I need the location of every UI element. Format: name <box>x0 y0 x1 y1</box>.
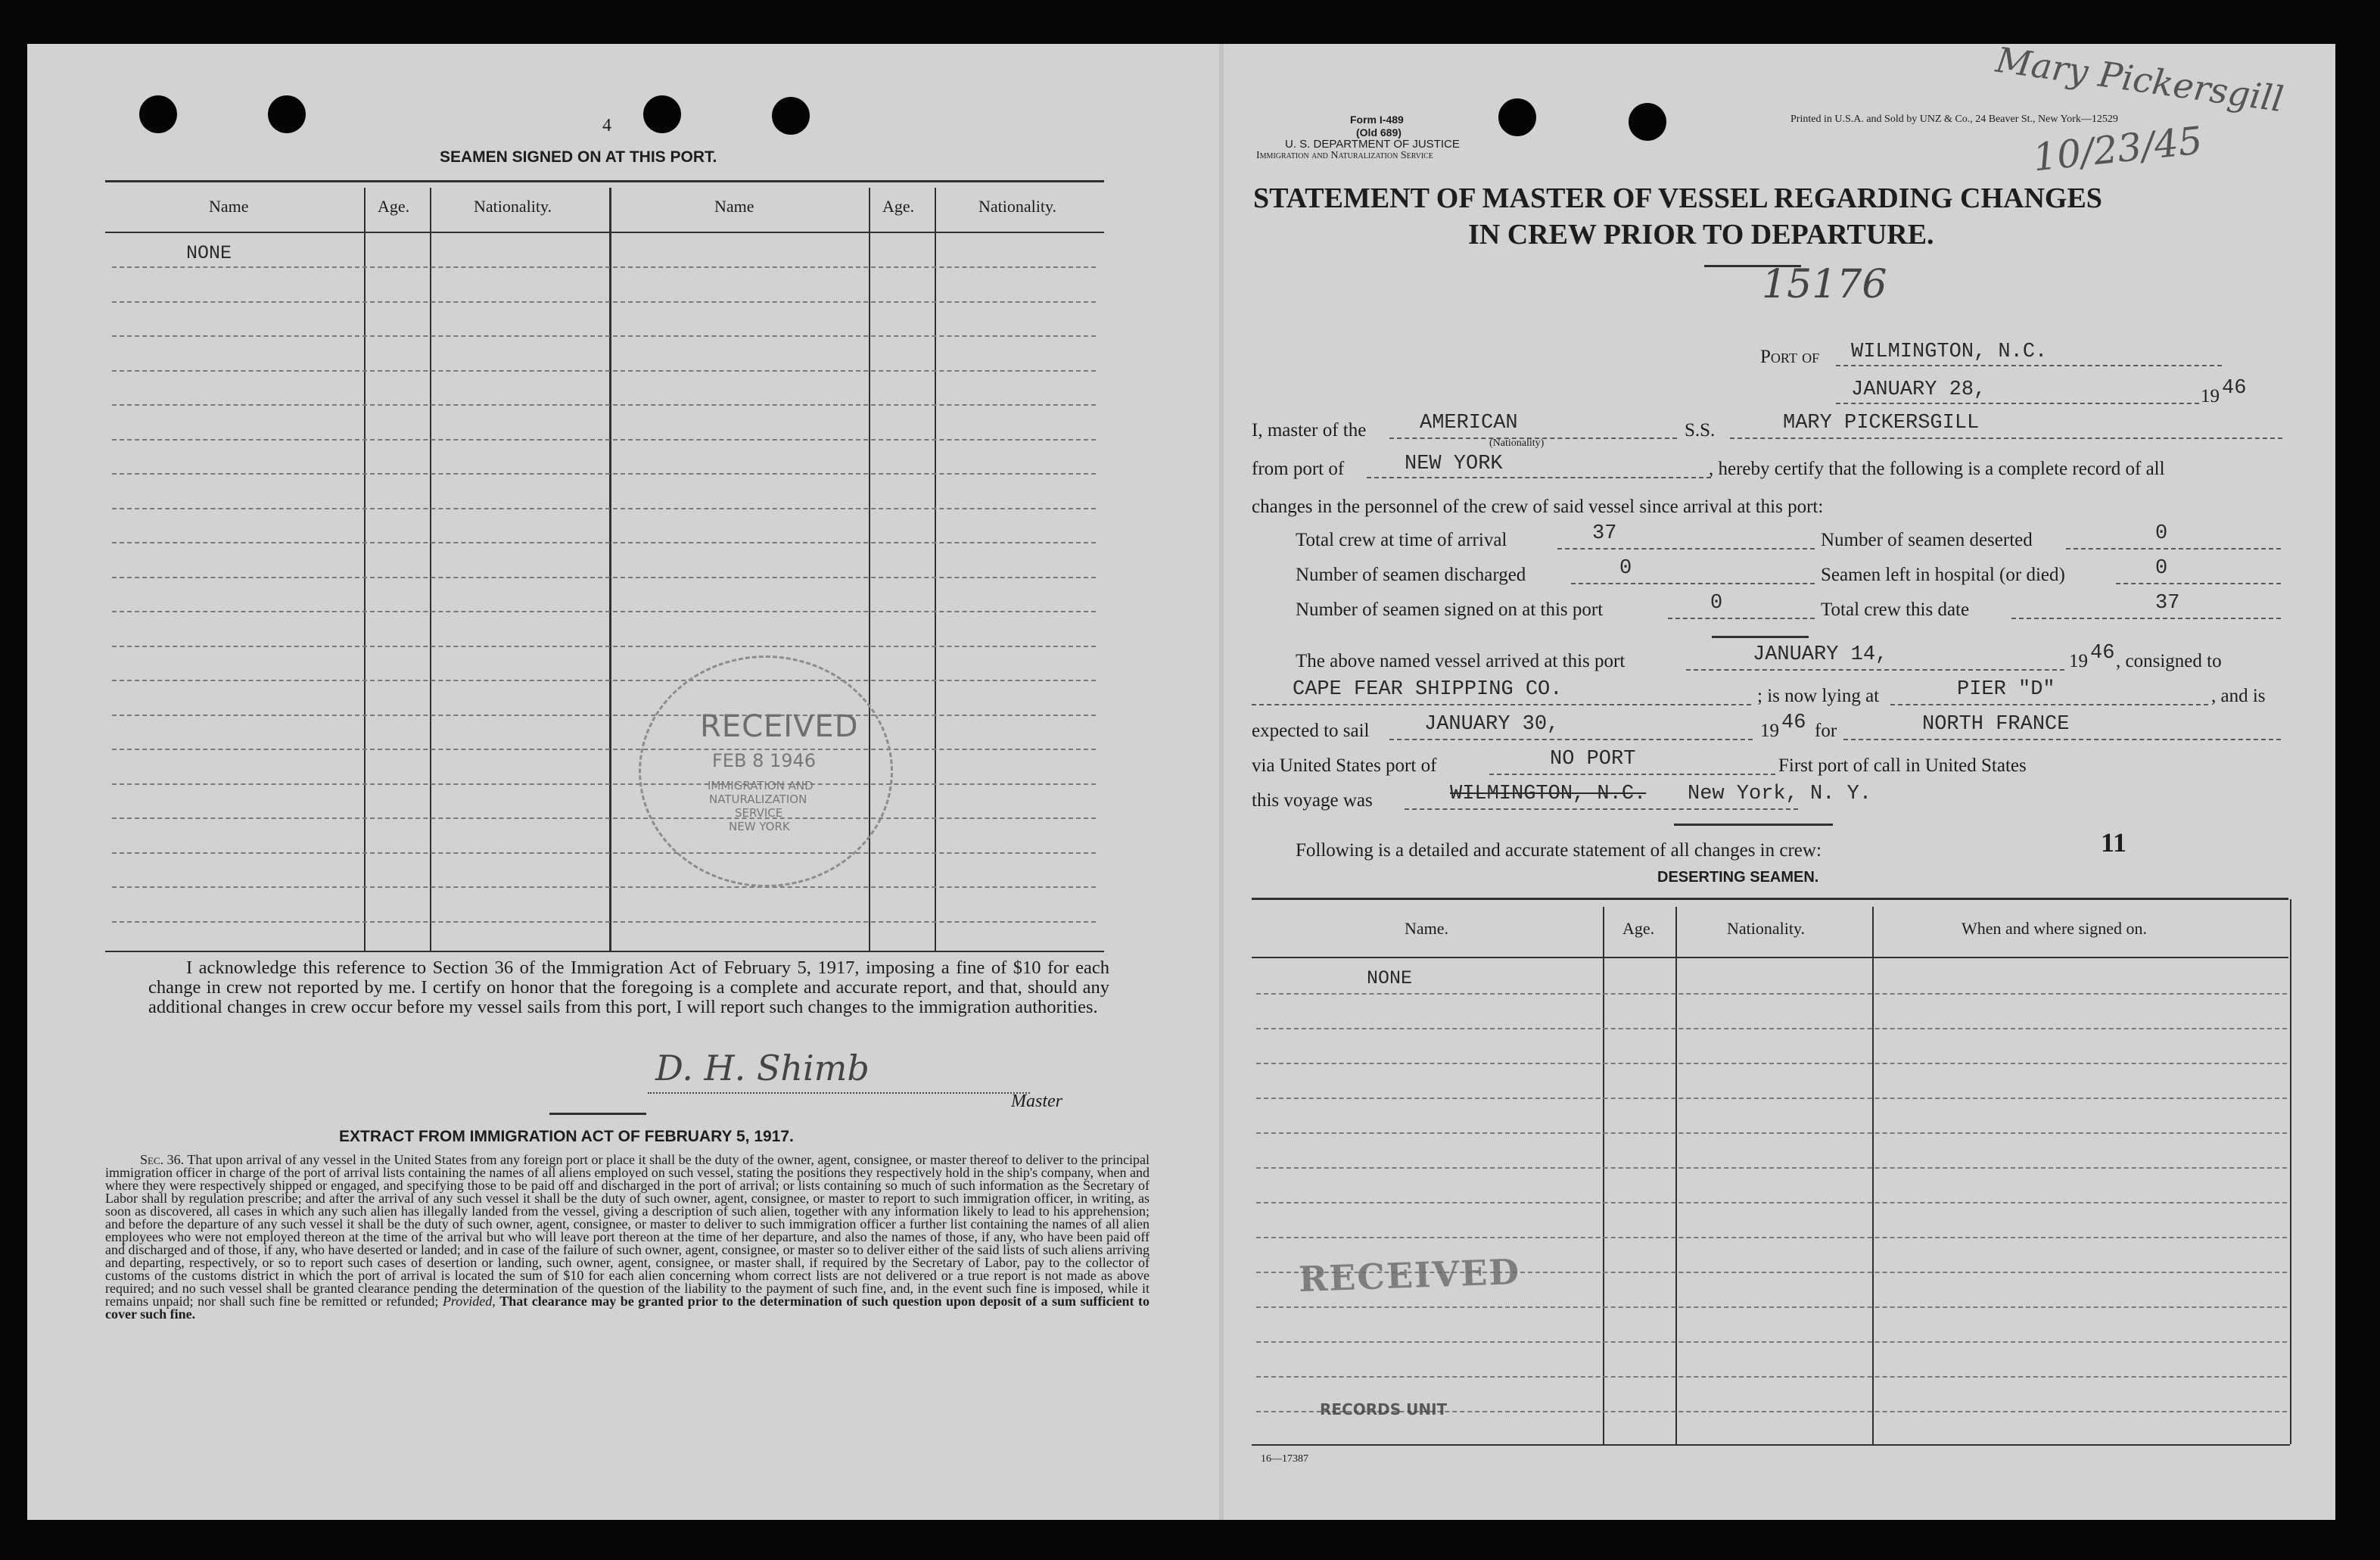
consignee-value: CAPE FEAR SHIPPING CO. <box>1293 678 1563 701</box>
table-col-rule <box>1603 907 1604 1444</box>
port-label: Port of <box>1760 347 1820 367</box>
vessel-rule <box>1730 437 2282 439</box>
stat-value-hospital: 0 <box>2155 557 2168 580</box>
table-row-rule <box>112 439 1096 441</box>
arrived-value: JANUARY 14, <box>1753 643 1888 666</box>
stat-label-deserted: Number of seamen deserted <box>1821 530 2033 550</box>
via-port-value: NO PORT <box>1550 748 1636 771</box>
col-header-age: Age. <box>882 197 915 216</box>
table-row-rule <box>112 852 1096 854</box>
form-old-number: (Old 689) <box>1356 126 1402 139</box>
table-col-rule <box>2290 899 2291 1444</box>
stamp-line: NEW YORK <box>729 820 790 833</box>
stat-value-total-arrival: 37 <box>1592 522 1617 545</box>
form-code: 16—17387 <box>1261 1453 1308 1465</box>
master-of-the-label: I, master of the <box>1252 420 1367 441</box>
stat-rule <box>2116 583 2281 584</box>
punch-hole <box>1498 98 1536 136</box>
table-row-rule <box>112 611 1096 612</box>
col-header-signed-on: When and where signed on. <box>1962 919 2147 938</box>
from-port-rule <box>1367 477 1711 478</box>
via-label: via United States port of <box>1252 755 1437 776</box>
extract-heading: EXTRACT FROM IMMIGRATION ACT OF FEBRUARY 5, 1917. <box>339 1128 794 1145</box>
col-header-age: Age. <box>378 197 410 216</box>
section-divider <box>549 1113 646 1115</box>
received-stamp-text: RECEIVED <box>1298 1250 1521 1300</box>
table-row-rule <box>112 886 1096 888</box>
table-col-rule <box>1675 907 1677 1444</box>
punch-hole <box>1629 103 1666 141</box>
punch-hole <box>643 95 681 133</box>
document-sheet <box>27 39 2335 1520</box>
col-header-age: Age. <box>1622 919 1655 938</box>
voyage-struck: WILMINGTON, N.C. <box>1450 783 1647 805</box>
table-header-rule <box>1252 957 2288 958</box>
table-row-rule <box>112 715 1096 716</box>
stat-rule <box>1557 548 1815 550</box>
voyage-rule <box>1405 808 1798 810</box>
table-row-rule <box>1256 1376 2287 1378</box>
table-top-rule <box>105 180 1104 182</box>
extract-section-number: Sec. 36. <box>140 1152 185 1167</box>
stat-rule <box>1668 618 1815 619</box>
vessel-name: MARY PICKERSGILL <box>1783 412 1980 434</box>
punch-hole <box>139 95 177 133</box>
stats-divider <box>1712 636 1809 638</box>
stat-value-discharged: 0 <box>1619 557 1632 580</box>
received-stamp <box>639 655 893 887</box>
pier-rule <box>1890 704 2208 705</box>
table-row-rule <box>1256 1341 2287 1343</box>
extract-tail: That clearance may be granted prior to the determination of such question upon deposit of a sum sufficient to cover such fine. <box>105 1294 1150 1322</box>
col-header-nationality: Nationality. <box>1727 919 1806 938</box>
destination-value: NORTH FRANCE <box>1922 713 2070 736</box>
stat-label-hospital: Seamen left in hospital (or died) <box>1821 565 2065 585</box>
handwritten-date: 10/23/45 <box>2030 118 2204 180</box>
voyage-value: New York, N. Y. <box>1688 783 1872 805</box>
master-signature: D. H. Shimb <box>655 1048 870 1088</box>
table-col-rule <box>1872 907 1874 1444</box>
records-unit-stamp: RECORDS UNIT <box>1320 1400 1448 1418</box>
master-label: Master <box>1011 1091 1062 1111</box>
via-port-rule <box>1489 774 1775 775</box>
arrived-year-value: 46 <box>2090 642 2115 665</box>
table-row-rule <box>112 508 1096 509</box>
table-row-rule <box>1256 993 2287 995</box>
from-port-value: NEW YORK <box>1405 453 1503 475</box>
table-row-rule <box>112 749 1096 750</box>
date-rule <box>1836 403 2199 404</box>
stamp-line: IMMIGRATION AND <box>708 779 814 792</box>
year-prefix: 19 <box>2201 386 2220 406</box>
table-row-rule <box>1256 1098 2287 1099</box>
consigned-label: , consigned to <box>2116 651 2222 671</box>
table-row-rule <box>1256 1167 2287 1169</box>
certify-text: , hereby certify that the following is a complete record of all <box>1709 459 2165 479</box>
stat-rule <box>2066 548 2281 550</box>
changes-text: changes in the personnel of the crew of said vessel since arrival at this port: <box>1252 497 1824 517</box>
sail-year-value: 46 <box>1781 711 1806 734</box>
table-row-rule <box>112 404 1096 406</box>
acknowledgement-text: I acknowledge this reference to Section 36 of the Immigration Act of February 5, 1917, imposing a fine of $10 for each change in crew not reported by me. I certify on honor that the foregoing is a complete and accurate report, and that, should any additional changes in crew occur before my vessel sails from this port, I will report such changes to the immigration authorities. <box>148 957 1109 1017</box>
year-value: 46 <box>2222 377 2247 400</box>
table-row-rule <box>112 783 1096 785</box>
table-entry: NONE <box>1367 967 1413 989</box>
stat-rule <box>1571 583 1815 584</box>
handwritten-vessel-note: Mary Pickersgill <box>1993 39 2286 120</box>
first-call-label: First port of call in United States <box>1778 755 2027 776</box>
table-top-rule <box>1252 898 2288 900</box>
stat-value-total-date: 37 <box>2155 592 2180 615</box>
destination-rule <box>1843 739 2281 740</box>
table-row-rule <box>1256 1028 2287 1029</box>
sheet-count: 11 <box>2101 827 2127 858</box>
stat-label-discharged: Number of seamen discharged <box>1296 565 1526 585</box>
col-header-name: Name <box>714 197 754 216</box>
pier-value: PIER "D" <box>1957 678 2055 701</box>
date-value: JANUARY 28, <box>1851 378 1986 401</box>
file-number: 15176 <box>1762 262 1887 307</box>
col-header-nationality: Nationality. <box>978 197 1057 216</box>
col-header-nationality: Nationality. <box>474 197 552 216</box>
table-header-rule <box>105 232 1104 233</box>
form-title-line1: STATEMENT OF MASTER OF VESSEL REGARDING CHANGES <box>1253 182 2102 214</box>
printer-note: Printed in U.S.A. and Sold by UNZ & Co., 24 Beaver St., New York—12529 <box>1790 114 2118 125</box>
arrived-rule <box>1686 669 2064 671</box>
stamp-line: SERVICE <box>735 806 783 820</box>
signed-on-heading: SEAMEN SIGNED ON AT THIS PORT. <box>440 148 717 166</box>
stat-value-signed-on: 0 <box>1710 592 1723 615</box>
extract-text <box>105 1154 1150 1321</box>
table-row-rule <box>112 301 1096 303</box>
sail-year-prefix: 19 <box>1760 721 1779 741</box>
table-row-rule <box>1256 1132 2287 1134</box>
table-row-rule <box>1256 1202 2287 1203</box>
agency-name: U. S. DEPARTMENT OF JUSTICE <box>1285 138 1460 151</box>
table-row-rule <box>1256 1237 2287 1238</box>
voyage-label: this voyage was <box>1252 790 1373 811</box>
stat-label-total-date: Total crew this date <box>1821 599 1970 620</box>
stamp-date: FEB 8 1946 <box>712 750 817 771</box>
signature-rule <box>648 1092 1030 1094</box>
nationality-caption: (Nationality) <box>1489 437 1545 449</box>
table-row-rule <box>112 680 1096 681</box>
table-row-rule <box>112 335 1096 337</box>
sail-label: expected to sail <box>1252 721 1370 741</box>
table-row-rule <box>112 921 1096 923</box>
table-entry: NONE <box>186 242 232 264</box>
sail-date: JANUARY 30, <box>1424 713 1560 736</box>
table-row-rule <box>112 266 1096 268</box>
col-header-name: Name. <box>1405 919 1449 938</box>
lying-label: ; is now lying at <box>1757 686 1880 706</box>
from-port-label: from port of <box>1252 459 1345 479</box>
extract-body: That upon arrival of any vessel in the United States from any foreign port or place it shall be the duty of the owner, agent, consignee, or master thereof to deliver to the principal immigration officer in charge of the port of arrival lists containing the names of all aliens employed on such vessel, stating the positions they respectively hold in the ship's company, when and where they were respectively shipped or engaged, and specifying those to be paid off and discharged in the port of arrival; or lists containing so much of such information as the Secretary of Labor shall by regulation prescribe; and after the arrival of any such vessel it shall be the duty of such owner, agent, consignee, or master to report to such immigration officer, in writing, as soon as discovered, all cases in which any such alien has illegally landed from the vessel, giving a description of such alien, together with any information likely to lead to his apprehension; and before the departure of any such vessel it shall be the duty of such owner, agent, consignee, or master to deliver to such immigration officer a further list containing the names of all alien employees who were not employed thereon at the time of the arrival but who will leave port thereon at the time of her departure, and also the names of those, if any, who have been paid off and discharged and of those, if any, who have deserted or landed; and in case of the failure of such owner, agent, consignee, or master so to deliver either of the said lists of such aliens arriving and departing, respectively, or so to report such cases of desertion or landing, such owner, agent, consignee, or master shall, if required by the Secretary of Labor, pay to the collector of customs of the customs district in which the port of arrival is located the sum of $10 for each alien concerning whom correct lists are not delivered or a true report is not made as above required; and no such vessel shall be granted clearance pending the determination of the question of the liability to the payment of such fine, and, in the event such fine is imposed, while it remains unpaid; nor shall such fine be remitted or refunded; <box>105 1152 1150 1309</box>
page-fold <box>1219 44 1224 1520</box>
table-row-rule <box>1256 1306 2287 1308</box>
table-bottom-rule <box>1252 1444 2290 1446</box>
port-value: WILMINGTON, N.C. <box>1851 341 2048 363</box>
punch-hole <box>772 97 810 135</box>
stat-label-total-arrival: Total crew at time of arrival <box>1296 530 1507 550</box>
consignee-rule <box>1252 704 1751 705</box>
page-number: 4 <box>602 116 611 135</box>
stamp-line: NATURALIZATION <box>709 792 807 806</box>
nationality-value: AMERICAN <box>1420 412 1518 434</box>
table-row-rule <box>112 577 1096 578</box>
deserting-heading: DESERTING SEAMEN. <box>1657 869 1819 886</box>
punch-hole <box>268 95 306 133</box>
for-label: for <box>1815 721 1837 741</box>
table-row-rule <box>112 370 1096 372</box>
voyage-divider <box>1674 824 1833 826</box>
sail-rule <box>1389 739 1753 740</box>
col-header-name: Name <box>209 197 249 216</box>
table-row-rule <box>112 542 1096 543</box>
stat-label-signed-on: Number of seamen signed on at this port <box>1296 599 1604 620</box>
stat-value-deserted: 0 <box>2155 522 2168 545</box>
form-number: Form I-489 <box>1350 114 1404 126</box>
service-name: Immigration and Naturalization Service <box>1256 150 1433 161</box>
extract-provided: Provided, <box>442 1294 496 1309</box>
form-title-line2: IN CREW PRIOR TO DEPARTURE. <box>1468 219 1934 251</box>
table-row-rule <box>112 646 1096 647</box>
port-rule <box>1836 365 2222 366</box>
arrived-year-prefix: 19 <box>2069 651 2088 671</box>
table-row-rule <box>112 817 1096 819</box>
arrived-label: The above named vessel arrived at this port <box>1296 651 1626 671</box>
and-is-label: , and is <box>2211 686 2266 706</box>
stat-rule <box>2011 618 2281 619</box>
table-bottom-rule <box>105 951 1104 952</box>
following-label: Following is a detailed and accurate statement of all changes in crew: <box>1296 840 1822 861</box>
table-row-rule <box>112 473 1096 475</box>
stamp-title: RECEIVED <box>700 709 859 744</box>
table-row-rule <box>1256 1063 2287 1064</box>
ss-label: S.S. <box>1685 420 1716 441</box>
